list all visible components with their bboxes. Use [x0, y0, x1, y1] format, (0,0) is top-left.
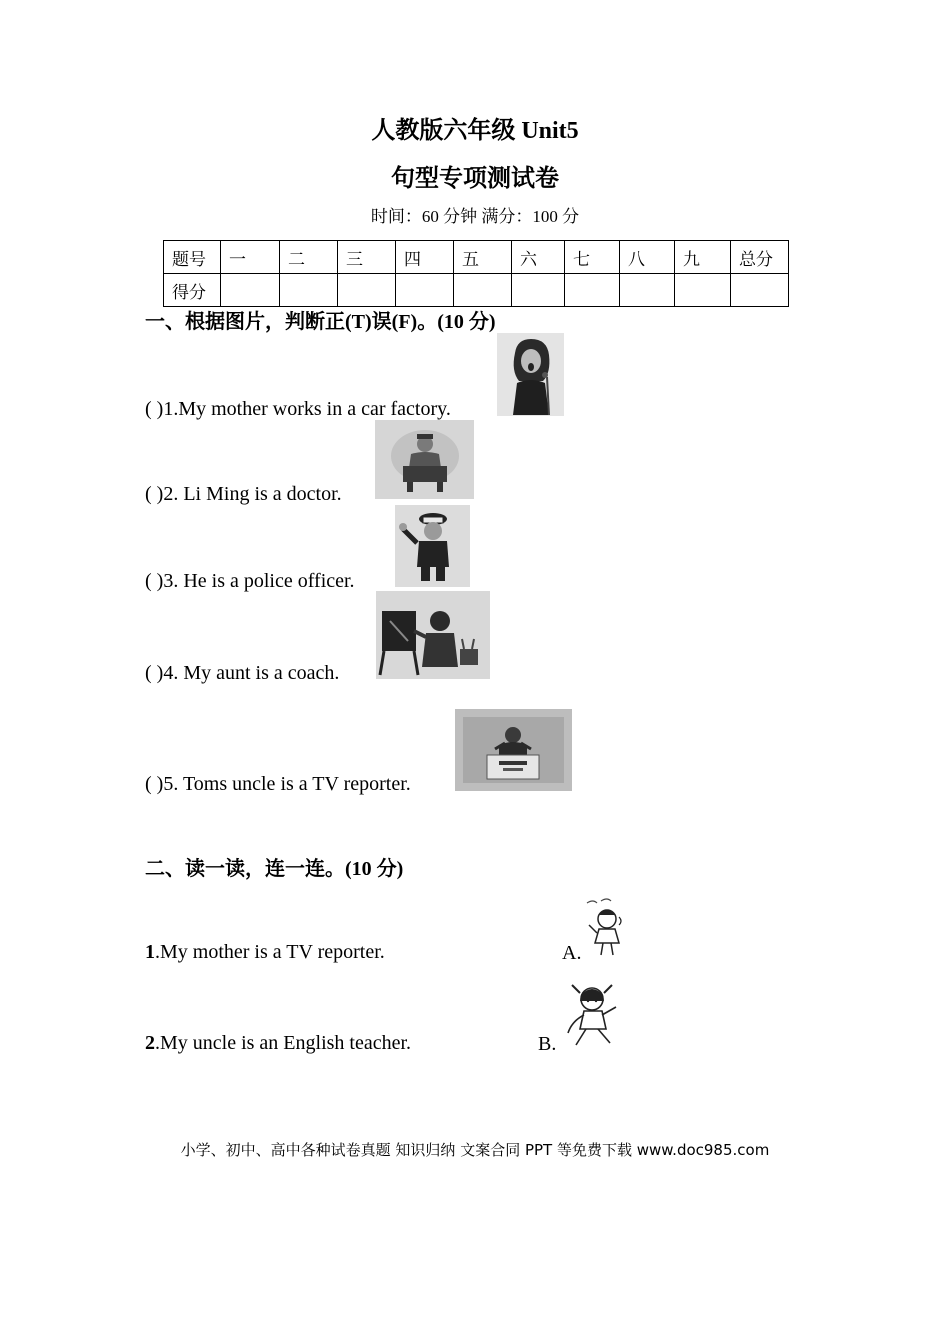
score-cell[interactable]: [221, 274, 280, 307]
score-cell[interactable]: [454, 274, 512, 307]
score-cell[interactable]: [280, 274, 338, 307]
police-officer-image: [395, 505, 470, 587]
score-cell[interactable]: [512, 274, 565, 307]
score-table-header-row: [164, 241, 789, 274]
item-text: 5. Toms uncle is a TV reporter.: [163, 773, 411, 795]
item-text: 4. My aunt is a coach.: [163, 662, 340, 684]
answer-bracket[interactable]: ( ): [145, 570, 164, 592]
score-table-header: 二: [280, 241, 338, 274]
score-table-header: 三: [338, 241, 396, 274]
score-cell[interactable]: [396, 274, 454, 307]
score-table-header: 四: [396, 241, 454, 274]
score-table: [163, 240, 789, 307]
score-table-header: 八: [620, 241, 675, 274]
page-subtitle: 句型专项测试卷: [391, 166, 559, 192]
tf-item-4: [145, 661, 339, 685]
score-table-header: 九: [675, 241, 731, 274]
painter-image: [376, 591, 490, 679]
score-cell[interactable]: [338, 274, 396, 307]
score-table-score-row: [164, 274, 789, 307]
footer-text: 小学、初中、高中各种试卷真题 知识归纳 文案合同 PPT 等免费下载 www.doc985.com: [180, 1141, 770, 1159]
score-cell[interactable]: [565, 274, 620, 307]
singer-image: [497, 333, 564, 416]
score-table-header: 七: [565, 241, 620, 274]
score-cell[interactable]: [731, 274, 789, 307]
answer-bracket[interactable]: ( ): [145, 398, 164, 420]
answer-bracket[interactable]: ( ): [145, 773, 164, 795]
item-text: 2. Li Ming is a doctor.: [163, 483, 342, 505]
match-item-2: [145, 1031, 411, 1055]
page-title: 人教版六年级 Unit5: [371, 118, 579, 144]
item-text: .My uncle is an English teacher.: [155, 1032, 412, 1054]
answer-bracket[interactable]: ( ): [145, 483, 164, 505]
item-number: 1: [145, 941, 155, 963]
item-text: .My mother is a TV reporter.: [155, 941, 385, 963]
tf-item-3: [145, 569, 355, 593]
tf-item-5: [145, 772, 411, 796]
time-score-info: 时间：60 分钟 满分：100 分: [370, 207, 580, 226]
item-number: 2: [145, 1032, 155, 1054]
item-text: 3. He is a police officer.: [163, 570, 355, 592]
girl-dancing-image: [562, 977, 624, 1050]
score-table-header: 一: [221, 241, 280, 274]
score-table-header: 题号: [164, 241, 221, 274]
girl-singing-image: [583, 895, 625, 959]
teacher-desk-image: [375, 420, 474, 499]
score-table-header: 六: [512, 241, 565, 274]
score-cell[interactable]: [620, 274, 675, 307]
item-text: 1.My mother works in a car factory.: [163, 398, 451, 420]
score-table-header: 五: [454, 241, 512, 274]
option-label[interactable]: B.: [538, 1033, 557, 1055]
section1-heading: 一、根据图片，判断正(T)误(F)。(10 分): [145, 311, 496, 333]
match-item-1: [145, 940, 385, 964]
option-label[interactable]: A.: [562, 942, 582, 964]
score-row-label: 得分: [164, 274, 221, 307]
score-table-header: 总分: [731, 241, 789, 274]
score-cell[interactable]: [675, 274, 731, 307]
answer-bracket[interactable]: ( ): [145, 662, 164, 684]
tf-item-1: [145, 397, 451, 421]
news-reporter-image: [455, 709, 572, 791]
tf-item-2: [145, 482, 342, 506]
section2-heading: 二、读一读，连一连。(10 分): [145, 858, 404, 880]
